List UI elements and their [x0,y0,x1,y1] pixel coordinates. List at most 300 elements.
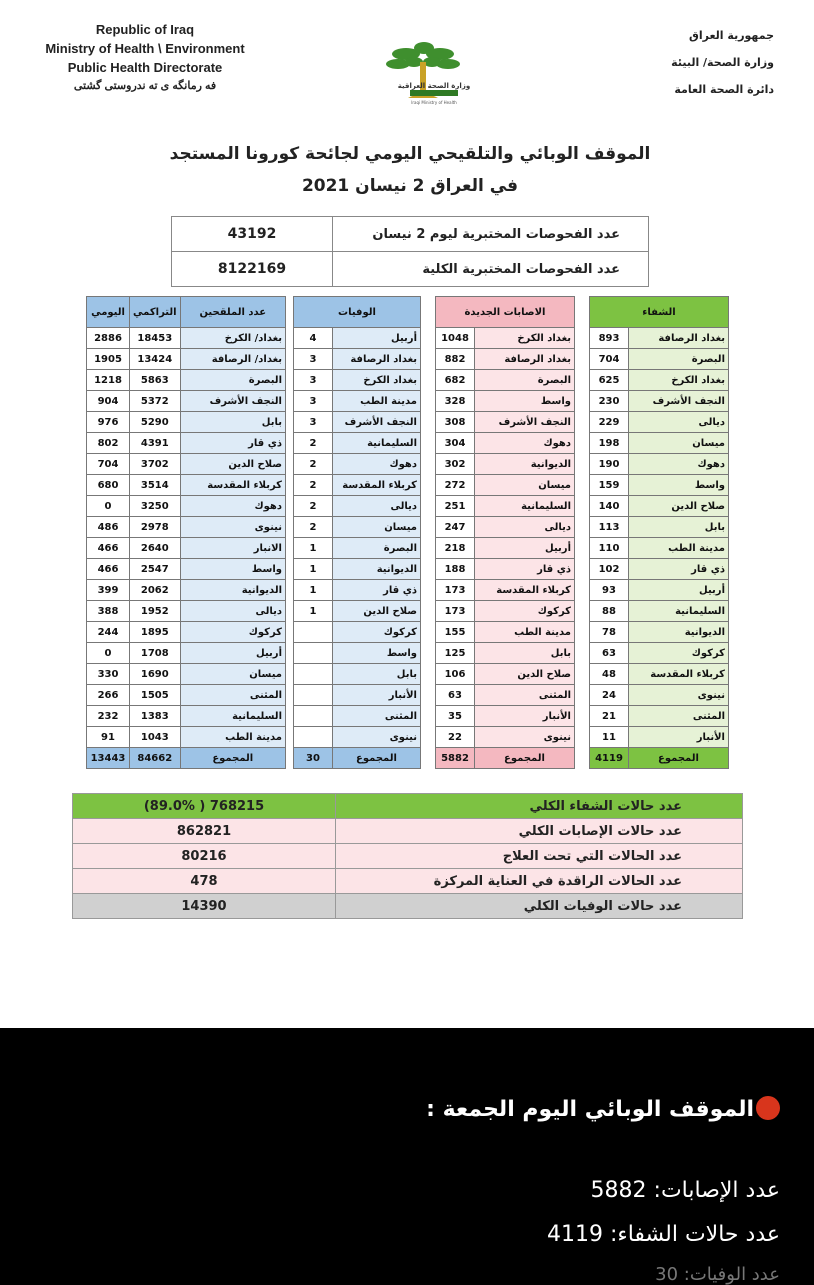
new-cases-governorate: المثنى [475,685,575,706]
deaths-row [294,496,421,517]
vaccination-daily: 466 [87,559,130,580]
vaccination-row [87,643,286,664]
vaccination-cumulative: 1690 [130,664,181,685]
vaccination-total-daily: 13443 [87,748,130,769]
recovered-total-row [590,748,729,769]
ministry-logo [368,40,478,110]
deaths-governorate: النجف الأشرف [333,412,421,433]
deaths-row [294,328,421,349]
vaccination-cumulative: 13424 [130,349,181,370]
recovered-row [590,475,729,496]
recovered-total: 4119 [590,748,629,769]
vaccination-cumulative: 1043 [130,727,181,748]
deaths-governorate: السليمانية [333,433,421,454]
header-en-line: Republic of Iraq [95,22,195,37]
new-cases-row [436,433,575,454]
vaccination-governorate: بابل [180,412,285,433]
vaccination-header-name: عدد الملقحين [180,297,285,328]
new-cases-row [436,664,575,685]
deaths-governorate: أربيل [333,328,421,349]
header-en-line: Ministry of Health \ Environment [45,41,245,56]
summary-value: 80216 [73,844,336,869]
vaccination-table [86,296,286,769]
vaccination-daily: 399 [87,580,130,601]
deaths-count [294,706,333,727]
vaccination-cumulative: 18453 [130,328,181,349]
vaccination-row [87,664,286,685]
vaccination-row [87,391,286,412]
deaths-header: الوفيات [294,297,421,328]
new-cases-count: 251 [436,496,475,517]
recovered-governorate: المثنى [629,706,729,727]
summary-row [73,844,743,869]
vaccination-governorate: مدينة الطب [180,727,285,748]
deaths-count: 2 [294,454,333,475]
deaths-count: 2 [294,475,333,496]
deaths-row [294,727,421,748]
recovered-count: 625 [590,370,629,391]
vaccination-governorate: صلاح الدين [180,454,285,475]
vaccination-daily: 1905 [87,349,130,370]
deaths-governorate: البصرة [333,538,421,559]
recovered-row [590,517,729,538]
summary-label: عدد حالات الشفاء الكلي [336,794,743,819]
vaccination-governorate: كربلاء المقدسة [180,475,285,496]
summary-row [73,794,743,819]
vaccination-governorate: المثنى [180,685,285,706]
recovered-count: 11 [590,727,629,748]
new-cases-governorate: ديالى [475,517,575,538]
vaccination-row [87,454,286,475]
new-cases-total-label: المجموع [475,748,575,769]
tests-total-row [172,252,649,287]
recovered-governorate: الديوانية [629,622,729,643]
recovered-row [590,685,729,706]
vaccination-cumulative: 2547 [130,559,181,580]
new-cases-row [436,349,575,370]
recovered-count: 78 [590,622,629,643]
vaccination-row [87,328,286,349]
new-cases-governorate: السليمانية [475,496,575,517]
new-cases-row [436,559,575,580]
vaccination-cumulative: 5372 [130,391,181,412]
header-en-line: فه رمانگه ی ته ندروستی گشتی [73,80,217,92]
vaccination-cumulative: 1505 [130,685,181,706]
vaccination-cumulative: 5863 [130,370,181,391]
recovered-header: الشفاء [590,297,729,328]
new-cases-row [436,727,575,748]
vaccination-row [87,349,286,370]
recovered-row [590,559,729,580]
new-cases-row [436,412,575,433]
vaccination-row [87,517,286,538]
deaths-row [294,454,421,475]
deaths-total-label: المجموع [333,748,421,769]
new-cases-governorate: بغداد الرصافة [475,349,575,370]
vaccination-total-label: المجموع [180,748,285,769]
deaths-governorate: واسط [333,643,421,664]
recovered-count: 102 [590,559,629,580]
vaccination-cumulative: 3250 [130,496,181,517]
recovered-row [590,370,729,391]
recovered-row [590,349,729,370]
new-cases-count: 155 [436,622,475,643]
recovered-governorate: البصرة [629,349,729,370]
header-english [30,20,260,96]
vaccination-row [87,685,286,706]
vaccination-row [87,580,286,601]
vaccination-row [87,706,286,727]
caption-headline: الموقف الوبائي اليوم الجمعة : [20,1096,780,1122]
recovered-governorate: دهوك [629,454,729,475]
deaths-governorate: بابل [333,664,421,685]
recovered-row [590,328,729,349]
new-cases-row [436,391,575,412]
new-cases-count: 882 [436,349,475,370]
deaths-row [294,580,421,601]
vaccination-daily: 466 [87,538,130,559]
recovered-governorate: ذي قار [629,559,729,580]
recovered-table [589,296,729,769]
vaccination-header-cumulative: التراكمي [130,297,181,328]
header-ar-line: وزارة الصحة/ البيئة [671,56,774,69]
deaths-governorate: الأنبار [333,685,421,706]
header-en-line: Public Health Directorate [67,60,223,75]
new-cases-row [436,475,575,496]
deaths-count: 2 [294,496,333,517]
new-cases-governorate: دهوك [475,433,575,454]
vaccination-row [87,412,286,433]
recovered-row [590,601,729,622]
vaccination-row [87,727,286,748]
tests-daily-row [172,217,649,252]
vaccination-daily: 91 [87,727,130,748]
new-cases-header-row [436,297,575,328]
vaccination-cumulative: 4391 [130,433,181,454]
recovered-count: 198 [590,433,629,454]
recovered-governorate: الأنبار [629,727,729,748]
vaccination-row [87,601,286,622]
new-cases-governorate: الأنبار [475,706,575,727]
new-cases-row [436,601,575,622]
recovered-count: 704 [590,349,629,370]
new-cases-governorate: صلاح الدين [475,664,575,685]
recovered-governorate: كركوك [629,643,729,664]
deaths-count [294,622,333,643]
recovered-row [590,727,729,748]
new-cases-governorate: الديوانية [475,454,575,475]
recovered-governorate: بغداد الكرخ [629,370,729,391]
vaccination-cumulative: 1895 [130,622,181,643]
new-cases-governorate: البصرة [475,370,575,391]
new-cases-count: 35 [436,706,475,727]
recovered-row [590,496,729,517]
vaccination-daily: 976 [87,412,130,433]
tests-daily-label: عدد الفحوصات المختبرية ليوم 2 نيسان [333,217,649,252]
deaths-row [294,706,421,727]
new-cases-governorate: ميسان [475,475,575,496]
new-cases-header: الاصابات الجديدة [436,297,575,328]
vaccination-row [87,559,286,580]
deaths-governorate: نينوى [333,727,421,748]
new-cases-count: 218 [436,538,475,559]
vaccination-cumulative: 1952 [130,601,181,622]
summary-value: 14390 [73,894,336,919]
new-cases-row [436,643,575,664]
recovered-governorate: نينوى [629,685,729,706]
vaccination-cumulative: 2062 [130,580,181,601]
deaths-row [294,349,421,370]
recovered-row [590,412,729,433]
new-cases-count: 308 [436,412,475,433]
recovered-count: 893 [590,328,629,349]
bulletin-title [100,138,720,202]
summary-label: عدد الحالات الراقدة في العناية المركزة [336,869,743,894]
recovered-row [590,580,729,601]
recovered-count: 21 [590,706,629,727]
new-cases-row [436,580,575,601]
vaccination-governorate: واسط [180,559,285,580]
vaccination-cumulative: 1383 [130,706,181,727]
deaths-count: 2 [294,433,333,454]
new-cases-count: 173 [436,601,475,622]
vaccination-cumulative: 2978 [130,517,181,538]
recovered-row [590,538,729,559]
deaths-total-row [294,748,421,769]
new-cases-row [436,328,575,349]
new-cases-table [435,296,575,769]
vaccination-daily: 266 [87,685,130,706]
new-cases-total: 5882 [436,748,475,769]
new-cases-row [436,454,575,475]
deaths-count: 3 [294,412,333,433]
recovered-count: 159 [590,475,629,496]
header-ar-line: جمهورية العراق [689,29,774,42]
vaccination-daily: 0 [87,643,130,664]
recovered-row [590,643,729,664]
new-cases-count: 106 [436,664,475,685]
deaths-count: 3 [294,391,333,412]
vaccination-header-row [87,297,286,328]
vaccination-governorate: ميسان [180,664,285,685]
recovered-total-label: المجموع [629,748,729,769]
caption-recovered: عدد حالات الشفاء: 4119 [546,1222,780,1247]
caption-deaths: عدد الوفيات: 30 [655,1264,780,1285]
deaths-governorate: مدينة الطب [333,391,421,412]
new-cases-count: 1048 [436,328,475,349]
vaccination-daily: 330 [87,664,130,685]
vaccination-governorate: نينوى [180,517,285,538]
vaccination-governorate: الديوانية [180,580,285,601]
deaths-row [294,559,421,580]
deaths-governorate: المثنى [333,706,421,727]
recovered-count: 229 [590,412,629,433]
recovered-row [590,454,729,475]
recovered-count: 190 [590,454,629,475]
summary-label: عدد حالات الوفيات الكلي [336,894,743,919]
recovered-count: 230 [590,391,629,412]
recovered-row [590,433,729,454]
deaths-count: 1 [294,601,333,622]
deaths-row [294,517,421,538]
new-cases-governorate: ذي قار [475,559,575,580]
deaths-count: 1 [294,538,333,559]
vaccination-governorate: النجف الأشرف [180,391,285,412]
new-cases-governorate: كركوك [475,601,575,622]
recovered-governorate: ديالى [629,412,729,433]
vaccination-row [87,622,286,643]
new-cases-row [436,517,575,538]
logo-sub: Iraqi Ministry of Health [411,100,457,105]
deaths-row [294,370,421,391]
vaccination-row [87,475,286,496]
new-cases-count: 272 [436,475,475,496]
deaths-row [294,685,421,706]
deaths-total: 30 [294,748,333,769]
recovered-row [590,664,729,685]
vaccination-cumulative: 1708 [130,643,181,664]
summary-table [72,793,743,919]
deaths-governorate: ميسان [333,517,421,538]
deaths-count: 3 [294,349,333,370]
vaccination-governorate: بغداد/ الكرخ [180,328,285,349]
vaccination-cumulative: 3514 [130,475,181,496]
deaths-governorate: ذي قار [333,580,421,601]
recovered-governorate: كربلاء المقدسة [629,664,729,685]
vaccination-row [87,433,286,454]
vaccination-daily: 2886 [87,328,130,349]
vaccination-daily: 802 [87,433,130,454]
vaccination-daily: 704 [87,454,130,475]
recovered-governorate: بغداد الرصافة [629,328,729,349]
vaccination-daily: 1218 [87,370,130,391]
new-cases-count: 328 [436,391,475,412]
new-cases-count: 682 [436,370,475,391]
vaccination-governorate: ذي قار [180,433,285,454]
summary-label: عدد الحالات التي تحت العلاج [336,844,743,869]
recovered-count: 63 [590,643,629,664]
deaths-row [294,538,421,559]
new-cases-row [436,538,575,559]
vaccination-total-cumulative: 84662 [130,748,181,769]
header-ar-line: دائرة الصحة العامة [674,83,774,96]
vaccination-cumulative: 3702 [130,454,181,475]
deaths-count: 1 [294,580,333,601]
vaccination-governorate: بغداد/ الرصافة [180,349,285,370]
recovered-governorate: مدينة الطب [629,538,729,559]
deaths-table [293,296,421,769]
vaccination-governorate: البصرة [180,370,285,391]
new-cases-governorate: كربلاء المقدسة [475,580,575,601]
deaths-governorate: كربلاء المقدسة [333,475,421,496]
vaccination-daily: 232 [87,706,130,727]
deaths-count [294,664,333,685]
vaccination-cumulative: 5290 [130,412,181,433]
new-cases-count: 173 [436,580,475,601]
header-arabic [594,22,774,103]
recovered-governorate: بابل [629,517,729,538]
deaths-row [294,433,421,454]
vaccination-daily: 244 [87,622,130,643]
vaccination-governorate: الانبار [180,538,285,559]
deaths-header-row [294,297,421,328]
new-cases-row [436,622,575,643]
deaths-count [294,727,333,748]
vaccination-daily: 0 [87,496,130,517]
recovered-count: 140 [590,496,629,517]
vaccination-governorate: كركوك [180,622,285,643]
summary-value: 478 [73,869,336,894]
vaccination-total-row [87,748,286,769]
deaths-governorate: الديوانية [333,559,421,580]
new-cases-governorate: أربيل [475,538,575,559]
vaccination-row [87,370,286,391]
deaths-governorate: صلاح الدين [333,601,421,622]
vaccination-row [87,496,286,517]
deaths-count: 2 [294,517,333,538]
new-cases-governorate: بغداد الكرخ [475,328,575,349]
summary-row [73,869,743,894]
summary-row [73,819,743,844]
deaths-row [294,622,421,643]
vaccination-daily: 388 [87,601,130,622]
new-cases-count: 304 [436,433,475,454]
recovered-governorate: ميسان [629,433,729,454]
new-cases-row [436,706,575,727]
vaccination-daily: 904 [87,391,130,412]
vaccination-cumulative: 2640 [130,538,181,559]
red-circle-icon [756,1096,780,1120]
recovered-count: 88 [590,601,629,622]
new-cases-governorate: بابل [475,643,575,664]
deaths-governorate: بغداد الرصافة [333,349,421,370]
new-cases-row [436,685,575,706]
deaths-count: 1 [294,559,333,580]
vaccination-governorate: دهوك [180,496,285,517]
deaths-row [294,601,421,622]
deaths-row [294,391,421,412]
new-cases-count: 188 [436,559,475,580]
summary-label: عدد حالات الإصابات الكلي [336,819,743,844]
tests-daily-value: 43192 [172,217,333,252]
deaths-row [294,412,421,433]
tests-total-label: عدد الفحوصات المختبرية الكلية [333,252,649,287]
logo-text: وزارة الصحة العراقية [397,82,471,90]
summary-value: (89.0% ) 768215 [73,794,336,819]
deaths-count [294,643,333,664]
vaccination-daily: 486 [87,517,130,538]
recovered-header-row [590,297,729,328]
deaths-governorate: بغداد الكرخ [333,370,421,391]
recovered-row [590,391,729,412]
recovered-count: 110 [590,538,629,559]
recovered-count: 93 [590,580,629,601]
deaths-governorate: دهوك [333,454,421,475]
recovered-row [590,622,729,643]
new-cases-governorate: نينوى [475,727,575,748]
new-cases-count: 22 [436,727,475,748]
tests-table [171,216,649,287]
recovered-governorate: واسط [629,475,729,496]
deaths-row [294,475,421,496]
recovered-governorate: السليمانية [629,601,729,622]
recovered-row [590,706,729,727]
recovered-count: 24 [590,685,629,706]
new-cases-row [436,370,575,391]
title-line: الموقف الوبائي والتلقيحي اليومي لجائحة كورونا المستجد [169,144,651,164]
deaths-row [294,643,421,664]
new-cases-total-row [436,748,575,769]
